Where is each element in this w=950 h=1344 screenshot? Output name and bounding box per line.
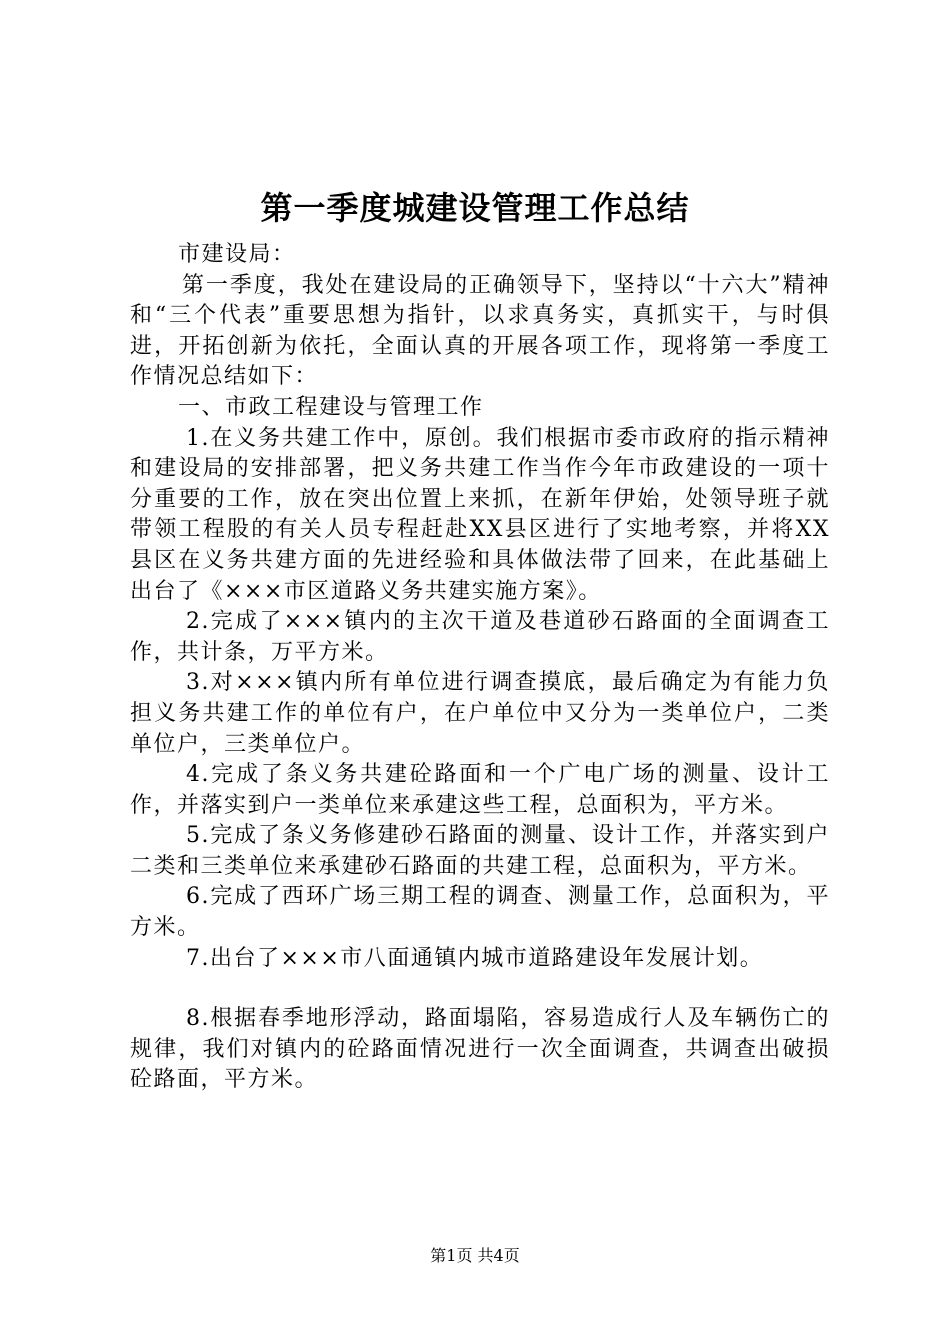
intro-paragraph: 第一季度，我处在建设局的正确领导下，坚持以“十六大”精神和“三个代表”重要思想为指针，以求真务实，真抓实干，与时俱进，开拓创新为依托，全面认真的开展各项工作，现将第一季度工作情况总结如下：	[130, 272, 830, 390]
list-item: 7.出台了×××市八面通镇内城市道路建设年发展计划。	[186, 945, 764, 971]
salutation: 市建设局：	[178, 242, 296, 267]
list-item: 6.完成了西环广场三期工程的调查、测量工作，总面积为，平方米。	[130, 884, 830, 941]
list-item: 2.完成了×××镇内的主次干道及巷道砂石路面的全面调查工作，共计条，万平方米。	[130, 609, 830, 665]
list-item: 3.对×××镇内所有单位进行调查摸底，最后确定为有能力负担义务共建工作的单位有户，在户单位中又分为一类单位户，二类单位户，三类单位户。	[130, 670, 830, 757]
document-body	[130, 240, 830, 1096]
list-item: 1.在义务共建工作中，原创。我们根据市委市政府的指示精神和建设局的安排部署，把义务共建工作当作今年市政建设的一项十分重要的工作，放在突出位置上来抓，在新年伊始，处领导班子就带领工程股的有关人员专程赶赴XX县区进行了实地考察，并将XX县区在义务共建方面的先进经验和具体做法带了回来，在此基础上出台了《×××市区道路义务共建实施方案》。	[130, 425, 830, 604]
list-item: 5.完成了条义务修建砂石路面的测量、设计工作，并落实到户二类和三类单位来承建砂石路面的共建工程，总面积为，平方米。	[130, 823, 830, 879]
list-item: 8.根据春季地形浮动，路面塌陷，容易造成行人及车辆伤亡的规律，我们对镇内的砼路面情况进行一次全面调查，共调查出破损砼路面，平方米。	[130, 1006, 830, 1093]
list-item: 4.完成了条义务共建砼路面和一个广电广场的测量、设计工作，并落实到户一类单位来承建这些工程，总面积为，平方米。	[130, 762, 830, 818]
page-footer: 第1页 共4页	[430, 1246, 520, 1265]
section-heading: 一、市政工程建设与管理工作	[178, 394, 484, 420]
document-title: 第一季度城建设管理工作总结	[260, 189, 690, 227]
